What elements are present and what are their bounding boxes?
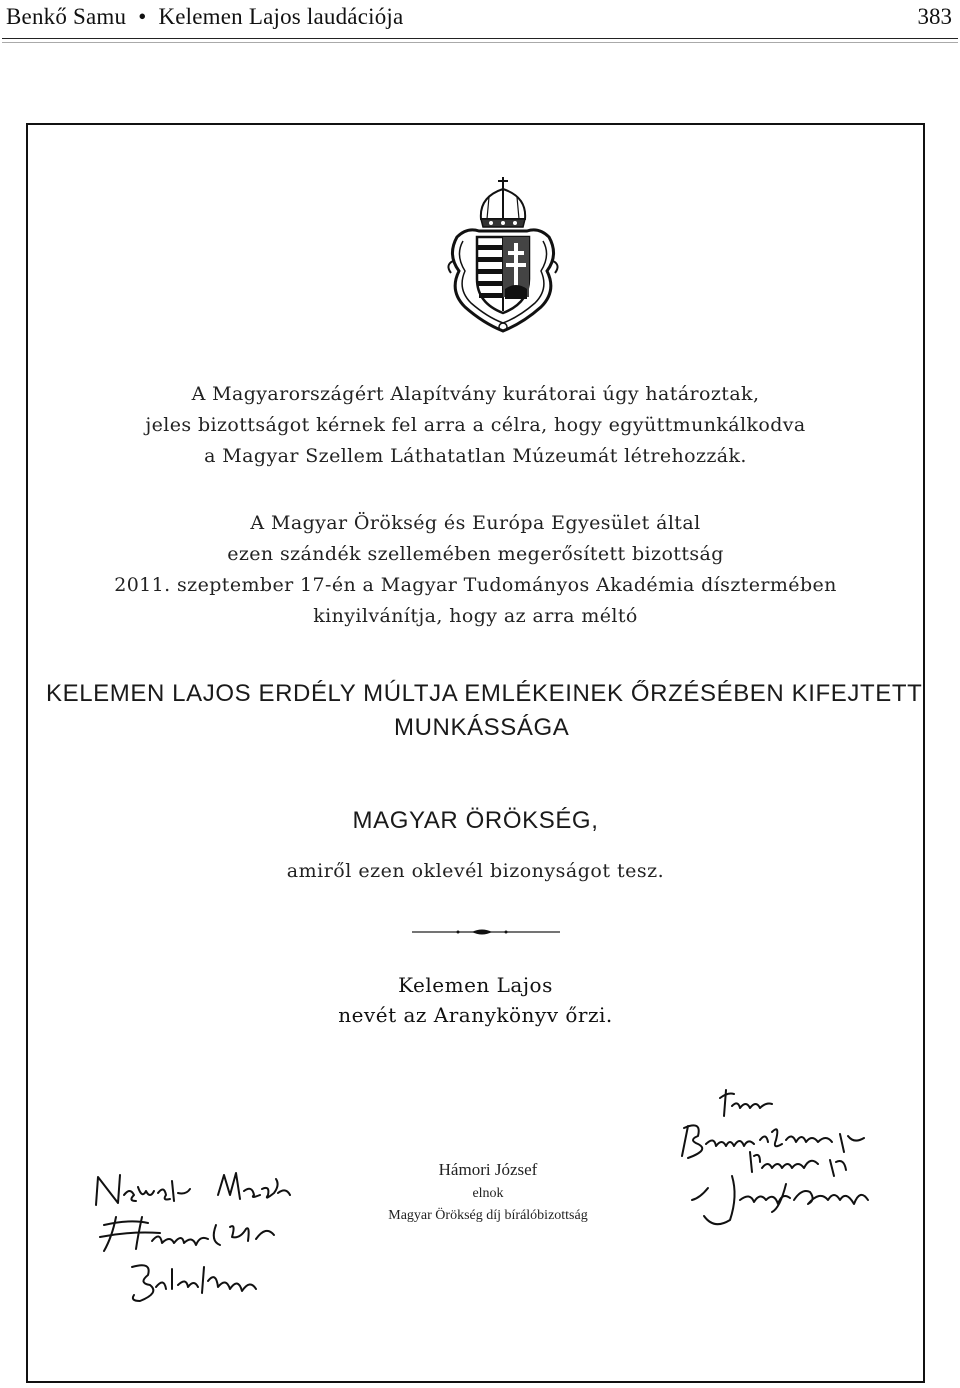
running-head — [6, 2, 952, 36]
award-title-line: MUNKÁSSÁGA — [394, 714, 570, 741]
page-number: 383 — [917, 4, 952, 29]
text-line: kinyilvánítja, hogy az arra méltó — [313, 605, 638, 627]
signature-nemeth-magda — [96, 1173, 290, 1205]
attestation-line: amiről ezen oklevél bizonyságot tesz. — [286, 860, 665, 882]
text-line: A Magyarországért Alapítvány kurátorai úgy határoztak, — [191, 383, 760, 405]
honoree-block — [28, 970, 923, 1030]
chair-name: Hámori József — [438, 1160, 538, 1179]
text-line: A Magyar Örökség és Európa Egyesület által — [250, 512, 701, 534]
running-head-author: Benkő Samu — [6, 4, 127, 29]
honoree-name: Kelemen Lajos — [398, 973, 553, 997]
signature-bertalan — [750, 1152, 846, 1176]
chair-role: elnok — [472, 1186, 504, 1201]
text-line: 2011. szeptember 17-én a Magyar Tudományos Akadémia dísztermében — [114, 574, 837, 596]
running-head-separator: • — [138, 4, 147, 29]
running-head-left — [6, 4, 403, 30]
chair-block — [348, 1157, 628, 1227]
award-title-line: KELEMEN LAJOS ERDÉLY MÚLTJA EMLÉKEINEK ŐRZÉSÉBEN KIFEJTETT — [46, 680, 923, 707]
declaration-paragraph — [28, 508, 923, 632]
chair-committee: Magyar Örökség díj bírálóbizottság — [388, 1208, 588, 1223]
signature-balas — [132, 1265, 256, 1301]
hungarian-coat-of-arms-icon — [443, 175, 563, 335]
header-rule-light — [2, 42, 958, 43]
ornamental-divider-icon — [412, 925, 560, 939]
award-title — [46, 677, 923, 745]
signatures-left — [90, 1165, 320, 1305]
text-line: jeles bizottságot kérnek fel arra a célra, hogy együttmunkálkodva — [145, 414, 806, 436]
signature-jeney — [692, 1176, 868, 1224]
text-line: a Magyar Szellem Láthatatlan Múzeumát létrehozzák. — [204, 445, 747, 467]
text-line: ezen szándék szellemében megerősített bizottság — [227, 543, 724, 565]
award-name: MAGYAR ÖRÖKSÉG, — [352, 807, 599, 834]
honoree-golden-book-line: nevét az Aranykönyv őrzi. — [338, 1003, 613, 1027]
signature-benko-samu — [682, 1125, 864, 1158]
signatures-right — [668, 1080, 888, 1240]
signature-hegedus — [100, 1217, 274, 1251]
running-head-title: Kelemen Lajos laudációja — [158, 4, 404, 29]
signature-top-initials — [720, 1090, 772, 1116]
header-rule — [2, 38, 958, 39]
certificate-frame — [26, 123, 925, 1383]
intro-paragraph — [28, 379, 923, 472]
